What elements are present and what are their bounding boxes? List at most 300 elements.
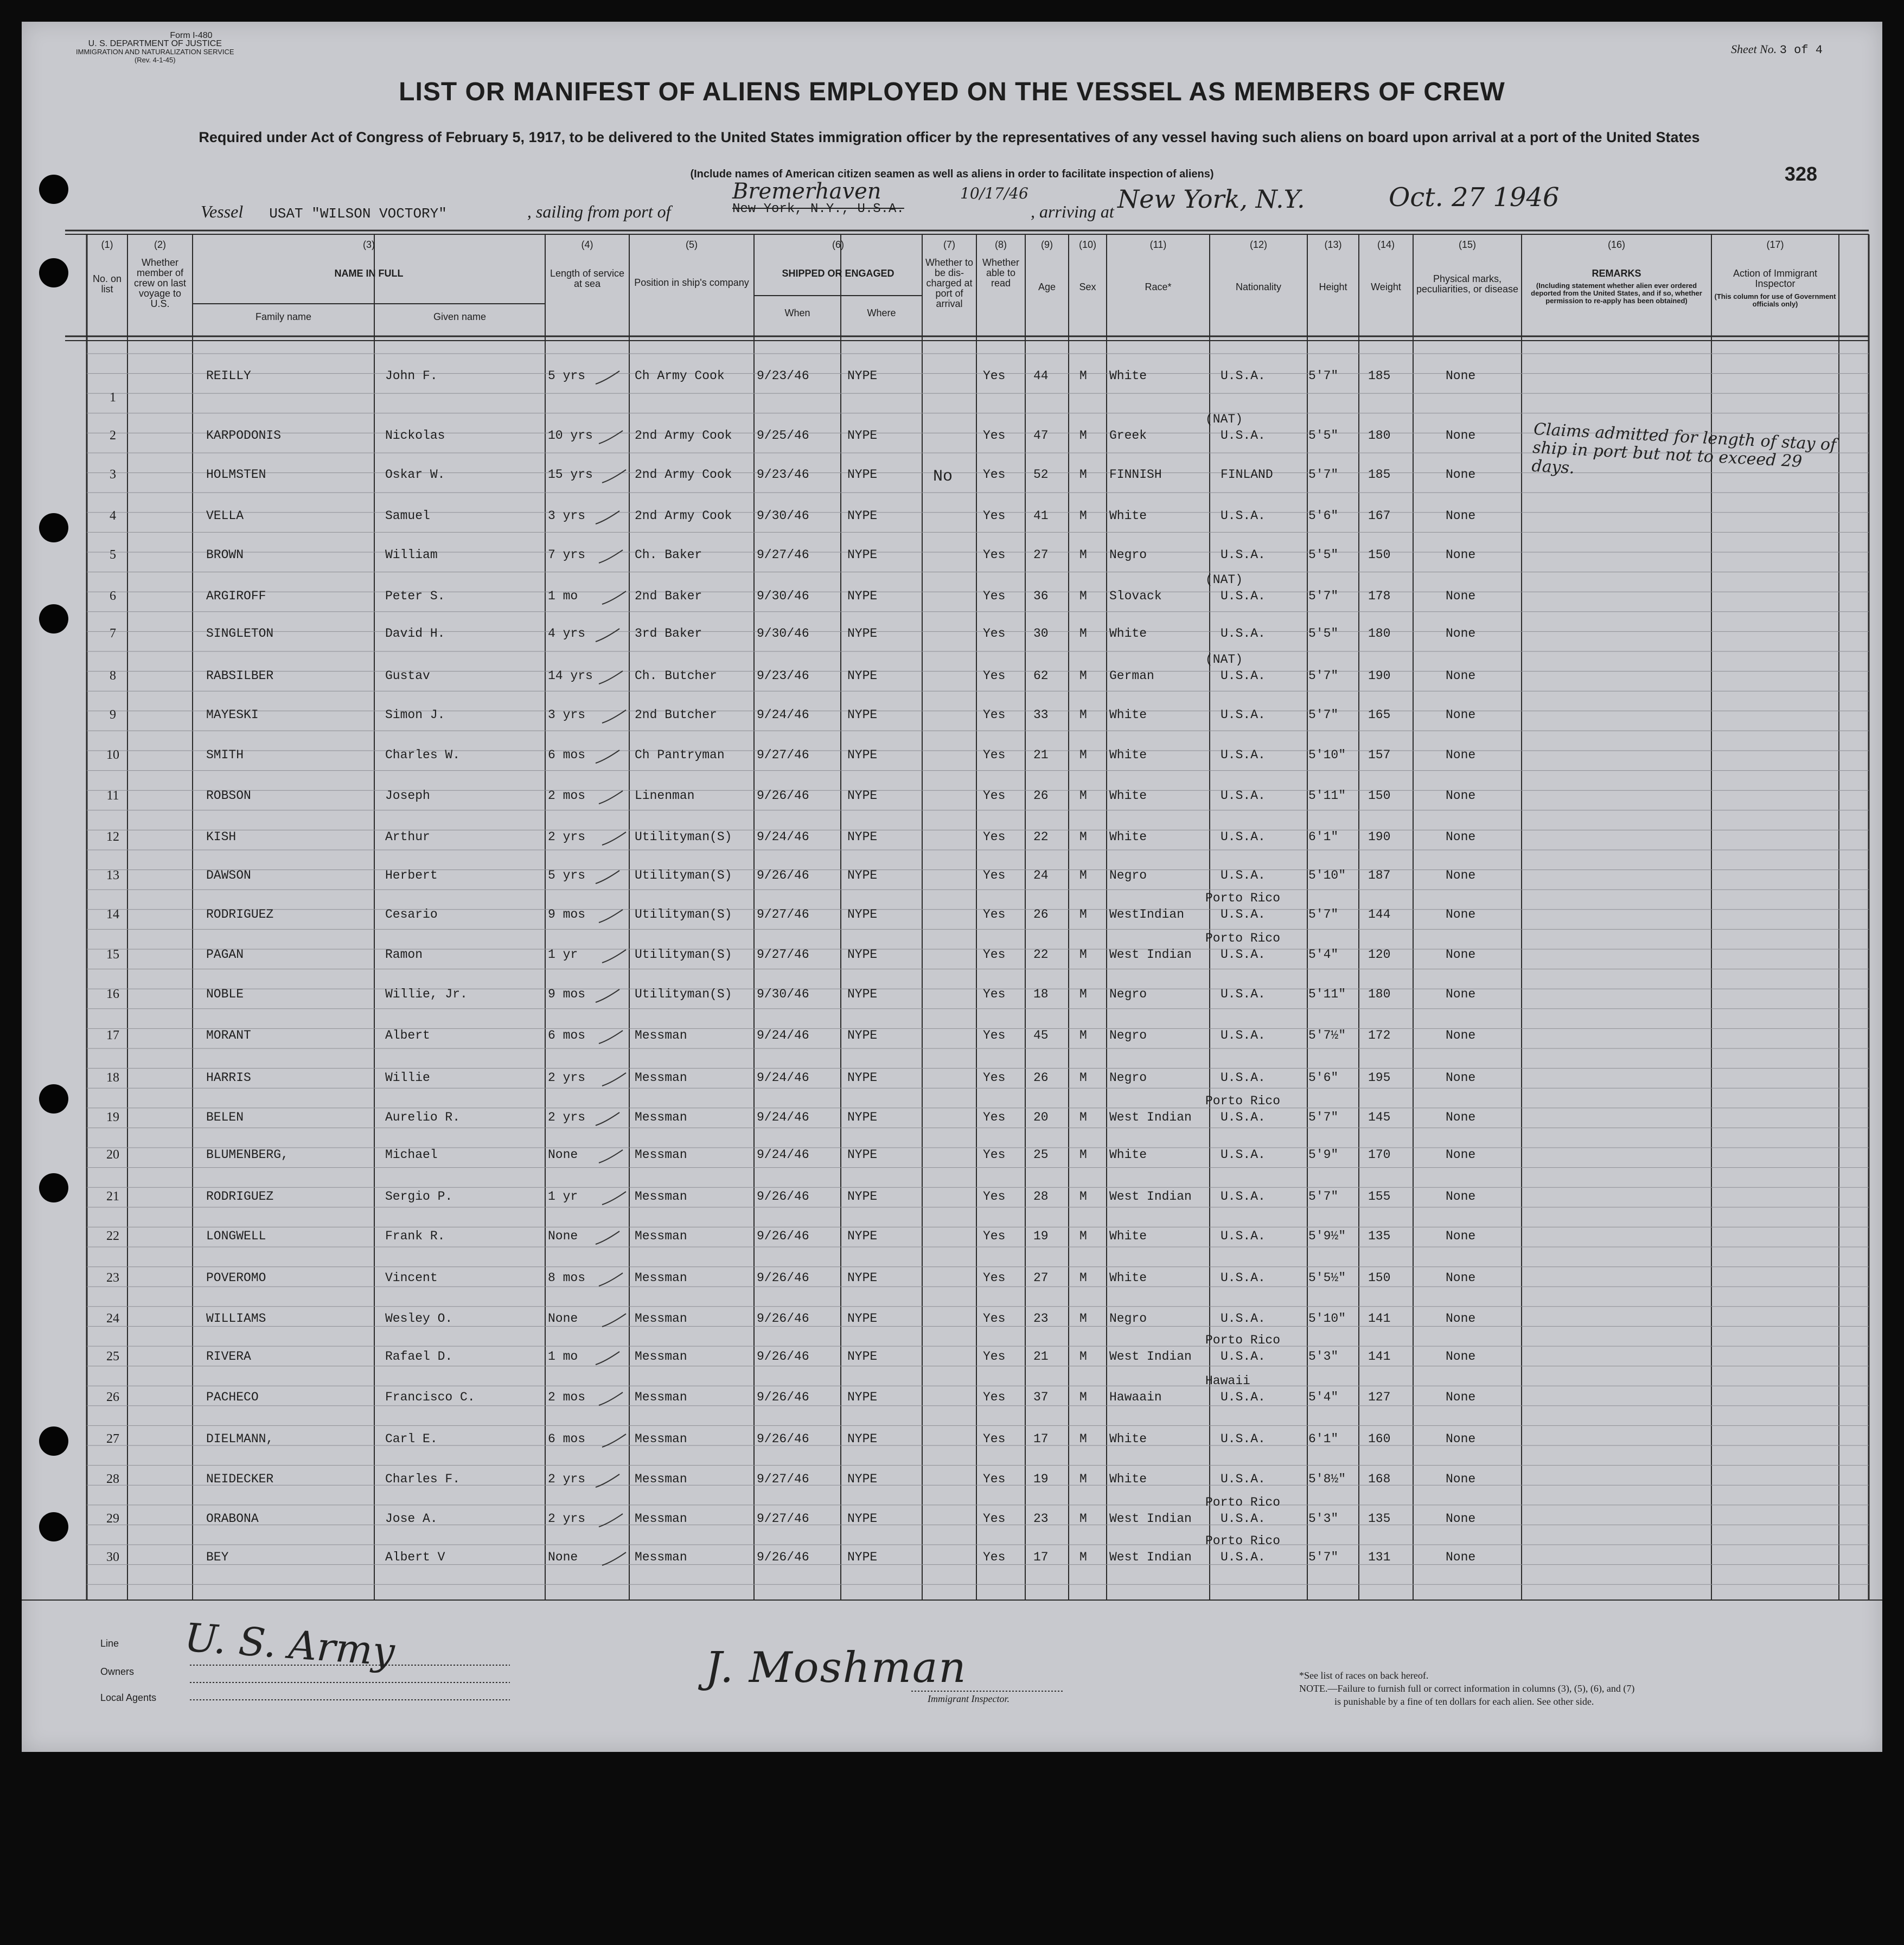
able-to-read: Yes <box>983 789 1006 803</box>
arriving-label: , arriving at <box>1031 202 1114 221</box>
shipped-when: 9/23/46 <box>757 369 809 383</box>
column-number-c4: (4) <box>581 239 593 250</box>
nationality: U.S.A. <box>1221 1271 1266 1285</box>
weight: 155 <box>1368 1189 1391 1204</box>
position: 3rd Baker <box>635 626 702 641</box>
column-number-c6: (6) <box>832 239 844 250</box>
shipped-where: NYPE <box>847 1432 878 1446</box>
height: 6'1" <box>1308 1432 1339 1446</box>
nationality: U.S.A. <box>1221 1472 1266 1486</box>
given-name: Peter S. <box>385 589 445 603</box>
height: 5'9½" <box>1308 1229 1346 1243</box>
race: Greek <box>1109 428 1147 443</box>
service-length: 6 mos <box>548 1028 586 1042</box>
nationality: U.S.A. <box>1221 1110 1266 1124</box>
service-length: 14 yrs <box>548 669 593 683</box>
shipped-where: NYPE <box>847 708 878 722</box>
sex: M <box>1079 1148 1087 1162</box>
height: 5'11" <box>1308 987 1346 1001</box>
family-name: POVEROMO <box>206 1271 266 1285</box>
height: 5'7" <box>1308 369 1339 383</box>
able-to-read: Yes <box>983 548 1006 562</box>
line-label: Line <box>100 1638 119 1649</box>
family-name: DAWSON <box>206 868 251 882</box>
remarks-handwritten: Claims admitted for length of stay of ship in port but not to exceed 29 days. <box>1531 419 1837 478</box>
race: White <box>1109 1148 1147 1162</box>
shipped-where: NYPE <box>847 509 878 523</box>
column-number-c5: (5) <box>686 239 698 250</box>
shipped-when: 9/26/46 <box>757 868 809 882</box>
position: Ch. Butcher <box>635 669 717 683</box>
row-number: 1 <box>110 391 116 405</box>
given-name: Frank R. <box>385 1229 445 1243</box>
check-mark <box>599 791 623 804</box>
given-name: Samuel <box>385 509 430 523</box>
age: 23 <box>1033 1512 1049 1526</box>
height: 5'7" <box>1308 907 1339 922</box>
service-length: 5 yrs <box>548 868 586 882</box>
row-number: 2 <box>110 428 116 443</box>
column-header-c13: Height <box>1319 281 1347 292</box>
shipped-when: 9/26/46 <box>757 1311 809 1326</box>
able-to-read: Yes <box>983 1390 1006 1404</box>
race: WestIndian <box>1109 907 1185 922</box>
sex: M <box>1079 1110 1087 1124</box>
column-number-c10: (10) <box>1078 239 1096 250</box>
service-length: 1 mo <box>548 1349 578 1364</box>
position: Linenman <box>635 789 695 803</box>
check-mark <box>596 989 619 1002</box>
requirement-text: Required under Act of Congress of February 5, 1917, to be delivered to the United States immigration officer by the representatives of any vessel having such aliens on board upon arrival at a port of the United States <box>199 129 1700 145</box>
column-number-c17: (17) <box>1766 239 1784 250</box>
family-name: RABSILBER <box>206 669 274 683</box>
able-to-read: Yes <box>983 1432 1006 1446</box>
age: 20 <box>1033 1110 1049 1124</box>
shipped-when: 9/24/46 <box>757 830 809 844</box>
age: 19 <box>1033 1229 1049 1243</box>
age: 24 <box>1033 868 1049 882</box>
include-note: (Include names of American citizen seamen as well as aliens in order to facilitate inspection of aliens) <box>690 168 1214 180</box>
weight: 167 <box>1368 509 1391 523</box>
physical-marks: None <box>1446 708 1476 722</box>
service-length: None <box>548 1311 578 1326</box>
family-name: RODRIGUEZ <box>206 1189 274 1204</box>
physical-marks: None <box>1446 1432 1476 1446</box>
physical-marks: None <box>1446 1349 1476 1364</box>
sailing-date: 10/17/46 <box>960 184 1028 202</box>
service-length: None <box>548 1550 578 1564</box>
nationality: U.S.A. <box>1221 1189 1266 1204</box>
row-number: 8 <box>110 669 116 683</box>
row-number: 17 <box>106 1028 119 1042</box>
family-name: REILLY <box>206 369 251 383</box>
weight: 144 <box>1368 907 1391 922</box>
weight: 185 <box>1368 369 1391 383</box>
height: 5'10" <box>1308 1311 1346 1326</box>
local-agents-label: Local Agents <box>100 1692 157 1703</box>
form-service: IMMIGRATION AND NATURALIZATION SERVICE <box>76 48 234 56</box>
physical-marks: None <box>1446 1550 1476 1564</box>
column-number-c2: (2) <box>154 239 166 250</box>
service-length: 2 yrs <box>548 1110 586 1124</box>
family-name: BELEN <box>206 1110 244 1124</box>
check-mark <box>596 1112 619 1125</box>
age: 22 <box>1033 830 1049 844</box>
row-number: 12 <box>106 830 119 844</box>
line-handwritten: U. S. Army <box>183 1614 397 1675</box>
shipped-when: 9/26/46 <box>757 1229 809 1243</box>
age: 21 <box>1033 1349 1049 1364</box>
position: Ch Pantryman <box>635 748 725 762</box>
shipped-when: 9/27/46 <box>757 1512 809 1526</box>
service-length: 15 yrs <box>548 468 593 482</box>
position: 2nd Butcher <box>635 708 717 722</box>
age: 19 <box>1033 1472 1049 1486</box>
weight: 141 <box>1368 1311 1391 1326</box>
arrival-date-handwritten: Oct. 27 1946 <box>1389 182 1560 213</box>
check-mark <box>602 710 626 723</box>
sex: M <box>1079 1189 1087 1204</box>
sex: M <box>1079 1550 1087 1564</box>
family-name: RODRIGUEZ <box>206 907 274 922</box>
weight: 168 <box>1368 1472 1391 1486</box>
position: Messman <box>635 1311 687 1326</box>
service-length: 2 mos <box>548 1390 586 1404</box>
form-revision: (Rev. 4-1-45) <box>134 56 176 64</box>
given-name: Wesley O. <box>385 1311 453 1326</box>
column-number-c8: (8) <box>995 239 1007 250</box>
service-length: 2 yrs <box>548 1472 586 1486</box>
physical-marks: None <box>1446 1472 1476 1486</box>
shipped-when: 9/24/46 <box>757 1110 809 1124</box>
position: 2nd Army Cook <box>635 509 732 523</box>
check-mark <box>599 1392 623 1405</box>
weight: 127 <box>1368 1390 1391 1404</box>
sex: M <box>1079 1311 1087 1326</box>
sex: M <box>1079 369 1087 383</box>
height: 5'3" <box>1308 1349 1339 1364</box>
nationality: U.S.A. <box>1221 1071 1266 1085</box>
shipped-when: 9/30/46 <box>757 626 809 641</box>
service-length: 2 yrs <box>548 830 586 844</box>
physical-marks: None <box>1446 1512 1476 1526</box>
form-department: U. S. DEPARTMENT OF JUSTICE <box>88 39 222 48</box>
able-to-read: Yes <box>983 1311 1006 1326</box>
weight: 150 <box>1368 789 1391 803</box>
family-name: BROWN <box>206 548 244 562</box>
nationality: U.S.A. <box>1221 948 1266 962</box>
check-mark <box>599 671 623 684</box>
row-number: 6 <box>110 589 116 603</box>
given-name: Ramon <box>385 948 423 962</box>
able-to-read: Yes <box>983 1349 1006 1364</box>
service-length: 1 yr <box>548 948 578 962</box>
given-name: Rafael D. <box>385 1349 453 1364</box>
row-number: 3 <box>110 468 116 482</box>
given-name: Herbert <box>385 868 438 882</box>
family-name: ORABONA <box>206 1512 259 1526</box>
shipped-where: NYPE <box>847 987 878 1001</box>
able-to-read: Yes <box>983 1472 1006 1486</box>
service-length: 1 mo <box>548 589 578 603</box>
sex: M <box>1079 548 1087 562</box>
form-number: Form I-480 <box>170 31 213 40</box>
height: 5'3" <box>1308 1512 1339 1526</box>
weight: 131 <box>1368 1550 1391 1564</box>
nationality-note: Porto Rico <box>1205 891 1281 905</box>
given-name: Nickolas <box>385 428 445 443</box>
given-name: William <box>385 548 438 562</box>
column-number-c3: (3) <box>363 239 375 250</box>
height: 6'1" <box>1308 830 1339 844</box>
nationality: U.S.A. <box>1221 509 1266 523</box>
vessel-name: USAT "WILSON VOCTORY" <box>269 206 447 222</box>
nationality: U.S.A. <box>1221 1432 1266 1446</box>
nationality: U.S.A. <box>1221 369 1266 383</box>
nationality: U.S.A. <box>1221 626 1266 641</box>
sex: M <box>1079 868 1087 882</box>
row-number: 27 <box>106 1432 119 1446</box>
able-to-read: Yes <box>983 1271 1006 1285</box>
shipped-where: NYPE <box>847 748 878 762</box>
service-length: None <box>548 1229 578 1243</box>
age: 18 <box>1033 987 1049 1001</box>
family-name: DIELMANN, <box>206 1432 274 1446</box>
physical-marks: None <box>1446 1189 1476 1204</box>
service-length: 8 mos <box>548 1271 586 1285</box>
age: 28 <box>1033 1189 1049 1204</box>
vessel-label: Vessel <box>201 202 244 221</box>
shipped-where: NYPE <box>847 907 878 922</box>
nationality: U.S.A. <box>1221 789 1266 803</box>
able-to-read: Yes <box>983 468 1006 482</box>
age: 26 <box>1033 1071 1049 1085</box>
height: 5'10" <box>1308 748 1346 762</box>
shipped-when: 9/30/46 <box>757 987 809 1001</box>
given-name: Vincent <box>385 1271 438 1285</box>
physical-marks: None <box>1446 1071 1476 1085</box>
height: 5'7" <box>1308 669 1339 683</box>
position: Messman <box>635 1229 687 1243</box>
race: German <box>1109 669 1154 683</box>
able-to-read: Yes <box>983 428 1006 443</box>
service-length: 2 yrs <box>548 1071 586 1085</box>
sex: M <box>1079 1512 1087 1526</box>
service-length: 6 mos <box>548 748 586 762</box>
shipped-when: 9/26/46 <box>757 1432 809 1446</box>
check-mark <box>596 511 619 524</box>
physical-marks: None <box>1446 1110 1476 1124</box>
row-number: 22 <box>106 1229 119 1243</box>
family-name: KISH <box>206 830 237 844</box>
check-mark <box>599 1273 623 1286</box>
height: 5'5" <box>1308 626 1339 641</box>
weight: 187 <box>1368 868 1391 882</box>
family-name: WILLIAMS <box>206 1311 266 1326</box>
position: Messman <box>635 1512 687 1526</box>
check-mark <box>602 591 626 604</box>
column-header-c1: No. on list <box>92 273 122 295</box>
shipped-where: NYPE <box>847 1229 878 1243</box>
weight: 150 <box>1368 1271 1391 1285</box>
shipped-when: 9/27/46 <box>757 948 809 962</box>
service-length: 4 yrs <box>548 626 586 641</box>
shipped-when: 9/26/46 <box>757 1550 809 1564</box>
shipped-when: 9/26/46 <box>757 1271 809 1285</box>
sailing-port-typed: New York, N.Y., U.S.A. <box>732 202 904 216</box>
sex: M <box>1079 748 1087 762</box>
family-name: SMITH <box>206 748 244 762</box>
family-name: HARRIS <box>206 1071 251 1085</box>
column-number-c16: (16) <box>1607 239 1625 250</box>
check-mark <box>596 1231 619 1244</box>
shipped-where: NYPE <box>847 1472 878 1486</box>
shipped-when: 9/25/46 <box>757 428 809 443</box>
height: 5'7½" <box>1308 1028 1346 1042</box>
family-name: HOLMSTEN <box>206 468 266 482</box>
nationality: U.S.A. <box>1221 1028 1266 1042</box>
shipped-where: NYPE <box>847 789 878 803</box>
family-name: BLUMENBERG, <box>206 1148 289 1162</box>
shipped-where: NYPE <box>847 369 878 383</box>
shipped-when: 9/24/46 <box>757 708 809 722</box>
nationality: FINLAND <box>1221 468 1273 482</box>
row-number: 4 <box>110 509 116 523</box>
position: Utilityman(S) <box>635 907 732 922</box>
sex: M <box>1079 907 1087 922</box>
age: 62 <box>1033 669 1049 683</box>
check-mark <box>602 1434 626 1447</box>
age: 17 <box>1033 1550 1049 1564</box>
shipped-when: 9/27/46 <box>757 748 809 762</box>
column-header-c10: Sex <box>1079 281 1096 292</box>
check-mark <box>599 431 623 444</box>
family-name: KARPODONIS <box>206 428 282 443</box>
column-number-c7: (7) <box>943 239 955 250</box>
sex: M <box>1079 1229 1087 1243</box>
height: 5'4" <box>1308 1390 1339 1404</box>
race: White <box>1109 1432 1147 1446</box>
age: 36 <box>1033 589 1049 603</box>
given-name: Willie <box>385 1071 430 1085</box>
height: 5'5½" <box>1308 1271 1346 1285</box>
check-mark <box>599 1150 623 1163</box>
position: Messman <box>635 1110 687 1124</box>
position: Messman <box>635 1028 687 1042</box>
physical-marks: None <box>1446 789 1476 803</box>
column-number-c11: (11) <box>1149 239 1167 250</box>
weight: 157 <box>1368 748 1391 762</box>
physical-marks: None <box>1446 1028 1476 1042</box>
service-length: 6 mos <box>548 1432 586 1446</box>
position: Messman <box>635 1390 687 1404</box>
race: Negro <box>1109 1028 1147 1042</box>
physical-marks: None <box>1446 1229 1476 1243</box>
row-number: 23 <box>106 1271 119 1285</box>
able-to-read: Yes <box>983 1512 1006 1526</box>
service-length: 3 yrs <box>548 509 586 523</box>
nationality: U.S.A. <box>1221 708 1266 722</box>
able-to-read: Yes <box>983 948 1006 962</box>
shipped-where: NYPE <box>847 1550 878 1564</box>
race: White <box>1109 1472 1147 1486</box>
shipped-when: 9/27/46 <box>757 907 809 922</box>
race: Negro <box>1109 1311 1147 1326</box>
row-number: 28 <box>106 1472 119 1486</box>
physical-marks: None <box>1446 830 1476 844</box>
position: Messman <box>635 1071 687 1085</box>
race: West Indian <box>1109 1349 1192 1364</box>
age: 23 <box>1033 1311 1049 1326</box>
shipped-when: 9/30/46 <box>757 589 809 603</box>
column-header-c8: Whether able to read <box>982 257 1020 289</box>
row-number: 9 <box>110 708 116 722</box>
nationality-note: (NAT) <box>1205 573 1243 587</box>
row-number: 5 <box>110 548 116 562</box>
race: White <box>1109 789 1147 803</box>
physical-marks: None <box>1446 748 1476 762</box>
weight: 190 <box>1368 669 1391 683</box>
height: 5'7" <box>1308 708 1339 722</box>
column-header-where: Where <box>867 308 896 318</box>
sheet-label: Sheet No. <box>1730 42 1777 56</box>
service-length: 9 mos <box>548 907 586 922</box>
sex: M <box>1079 948 1087 962</box>
discharged: No <box>933 468 953 486</box>
able-to-read: Yes <box>983 1110 1006 1124</box>
able-to-read: Yes <box>983 708 1006 722</box>
row-number: 24 <box>106 1311 119 1326</box>
shipped-when: 9/24/46 <box>757 1028 809 1042</box>
position: Ch Army Cook <box>635 369 725 383</box>
check-mark <box>596 1352 619 1365</box>
nationality: U.S.A. <box>1221 428 1266 443</box>
physical-marks: None <box>1446 1390 1476 1404</box>
position: 2nd Baker <box>635 589 702 603</box>
race: Negro <box>1109 1071 1147 1085</box>
row-number: 25 <box>106 1349 119 1364</box>
age: 27 <box>1033 548 1049 562</box>
service-length: 9 mos <box>548 987 586 1001</box>
sex: M <box>1079 428 1087 443</box>
age: 27 <box>1033 1271 1049 1285</box>
given-name: Carl E. <box>385 1432 438 1446</box>
service-length: None <box>548 1148 578 1162</box>
weight: 150 <box>1368 548 1391 562</box>
sex: M <box>1079 1390 1087 1404</box>
inspector-subheader: (This column for use of Government officials only) <box>1714 292 1836 308</box>
check-mark <box>596 750 619 763</box>
page-title: LIST OR MANIFEST OF ALIENS EMPLOYED ON THE VESSEL AS MEMBERS OF CREW <box>399 78 1505 106</box>
height: 5'5" <box>1308 548 1339 562</box>
shipped-when: 9/26/46 <box>757 1189 809 1204</box>
shipped-where: NYPE <box>847 1189 878 1204</box>
position: Messman <box>635 1189 687 1204</box>
given-name: Aurelio R. <box>385 1110 461 1124</box>
height: 5'4" <box>1308 948 1339 962</box>
shipped-when: 9/26/46 <box>757 1390 809 1404</box>
inspector-label: Immigrant Inspector. <box>928 1693 1009 1704</box>
height: 5'6" <box>1308 509 1339 523</box>
family-name: SINGLETON <box>206 626 274 641</box>
weight: 180 <box>1368 626 1391 641</box>
shipped-where: NYPE <box>847 468 878 482</box>
able-to-read: Yes <box>983 626 1006 641</box>
check-mark <box>602 470 626 483</box>
height: 5'7" <box>1308 468 1339 482</box>
column-header-family-name: Family name <box>255 311 312 322</box>
nationality: U.S.A. <box>1221 1148 1266 1162</box>
